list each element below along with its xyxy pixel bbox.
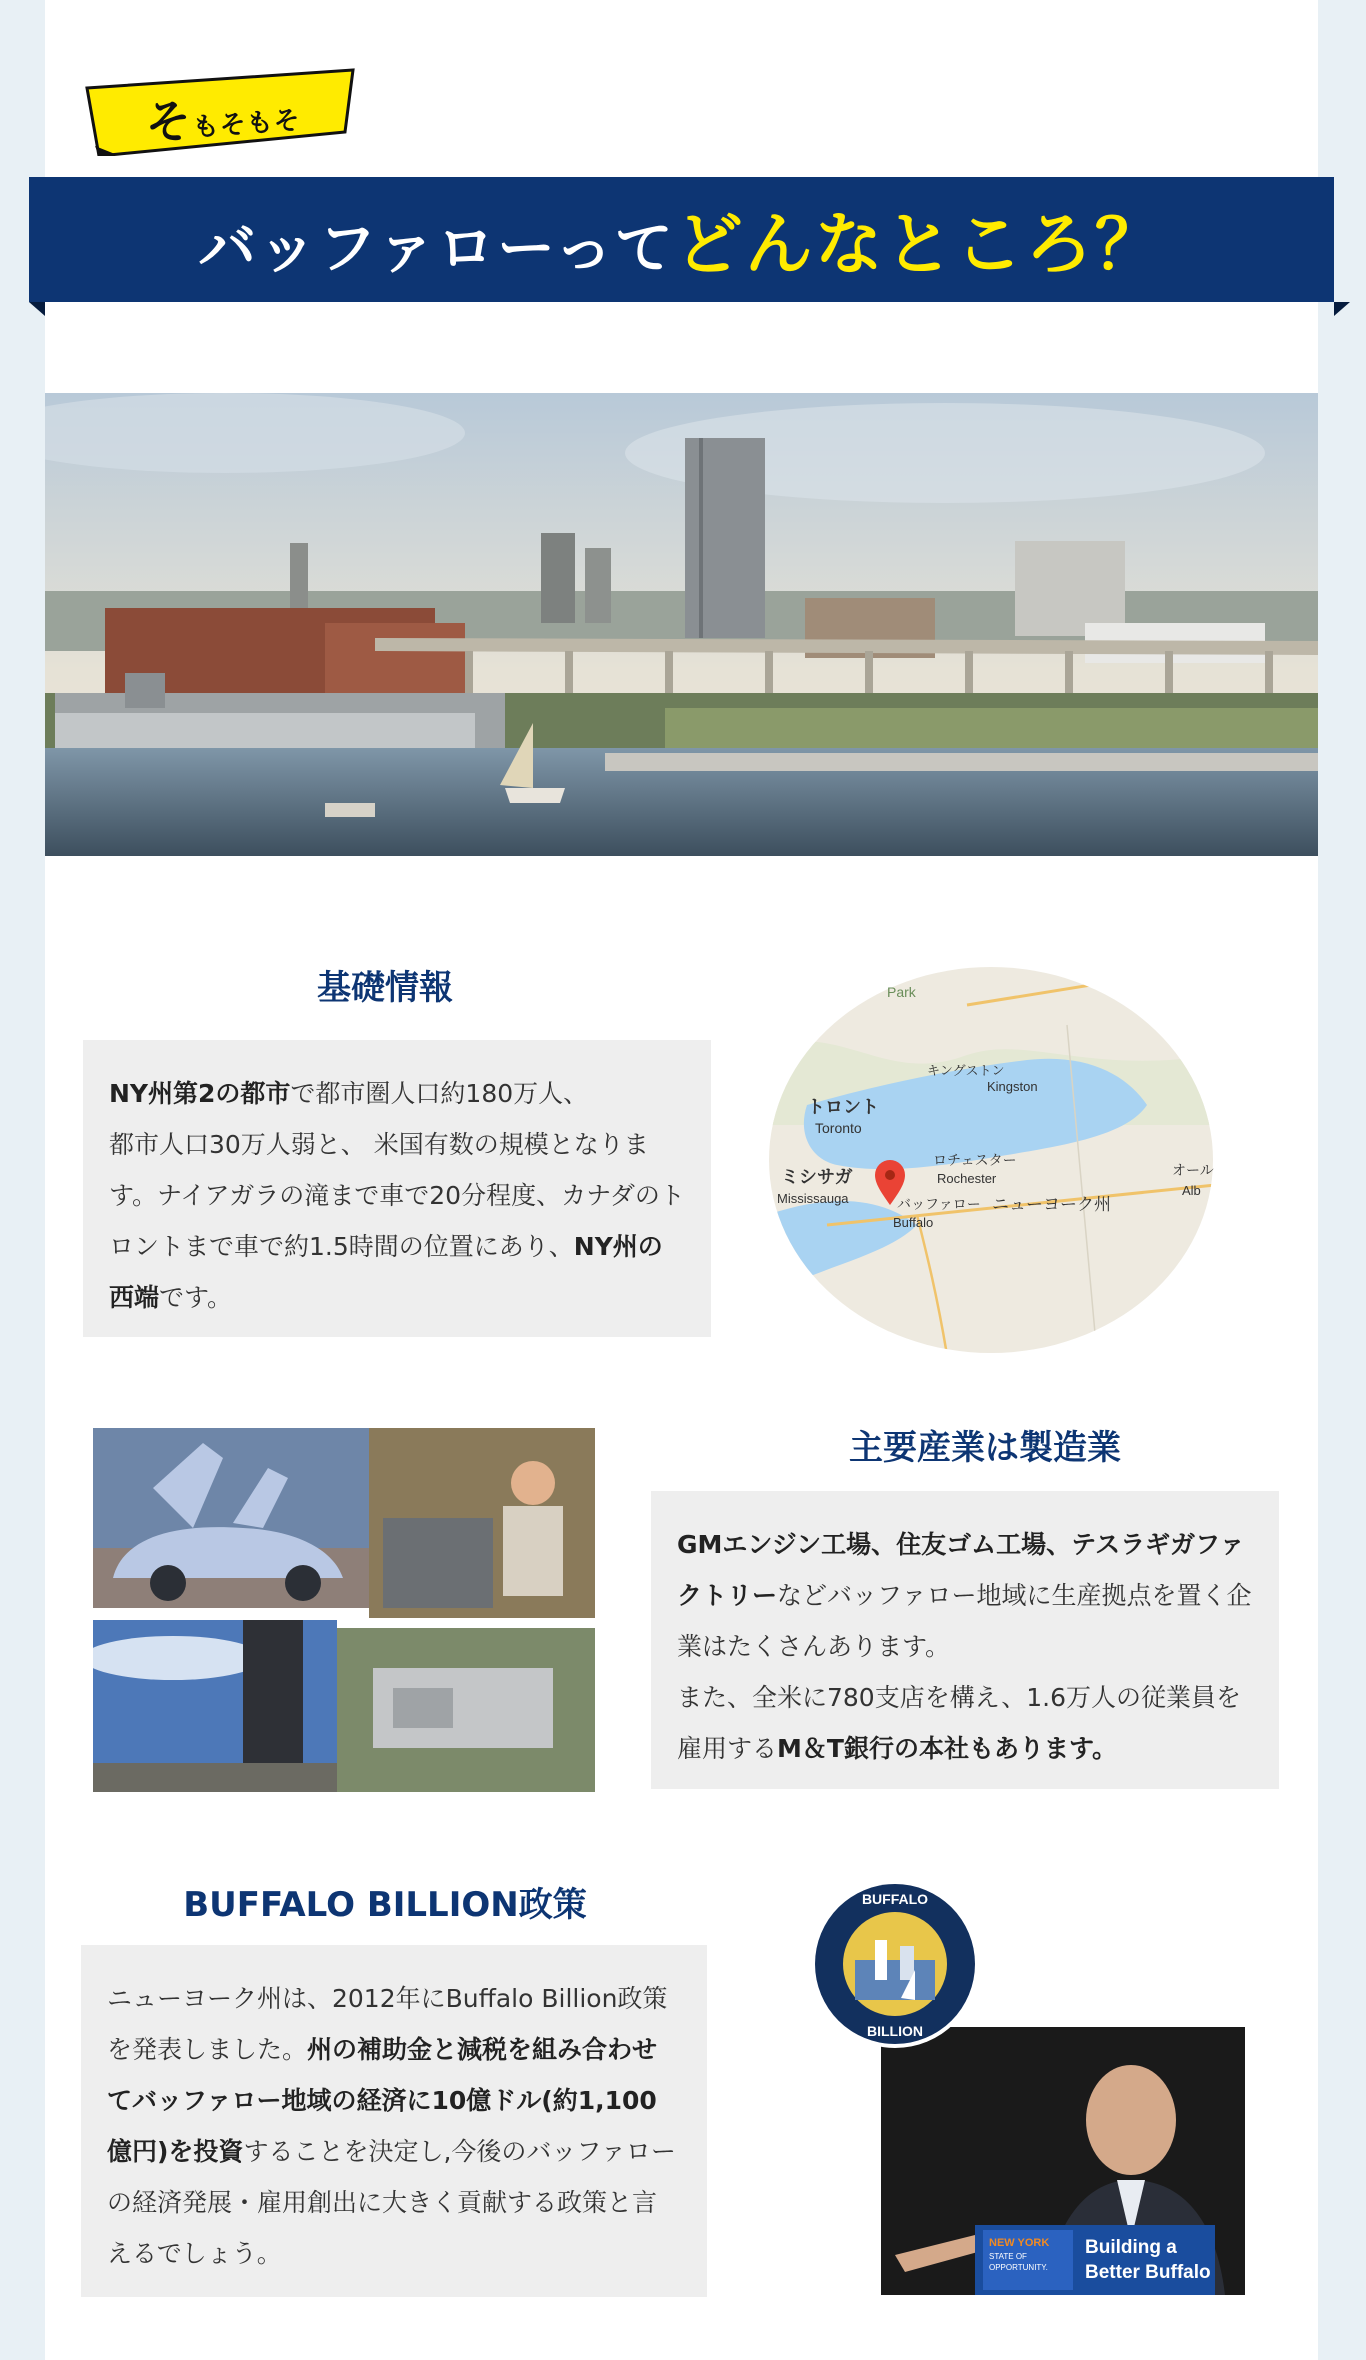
- industry-text-1: などバッファロー地域に生産拠点を置く企業はたくさんあります。: [677, 1581, 1252, 1661]
- industry-collage-icon: [93, 1428, 595, 1792]
- page: [45, 0, 1318, 2360]
- sign-line-2: Better Buffalo: [1085, 2262, 1211, 2283]
- banner-fold-right: [1334, 302, 1350, 316]
- billion-title: BUFFALO BILLION政策: [183, 1885, 587, 1925]
- page-title: バッファローってどんなところ？: [198, 206, 1165, 285]
- basic-info-bold-2: NY州の西端: [109, 1232, 663, 1312]
- industry-title: 主要産業は製造業: [849, 1428, 1121, 1468]
- industry-bold-1: GMエンジン工場、住友ゴム工場、テスラギガファクトリー: [677, 1530, 1245, 1610]
- map-label-kingston-ja: キングストン: [927, 1063, 1005, 1078]
- map-image-icon: [767, 965, 1215, 1355]
- map-label-toronto-ja: トロント: [807, 1097, 879, 1117]
- location-map: [767, 965, 1215, 1355]
- basic-info-text-1: で都市圏人口約180万人、: [290, 1079, 589, 1108]
- map-label-albany: Alb: [1182, 1183, 1201, 1198]
- map-label-ny-state: ニューヨーク州: [992, 1195, 1111, 1214]
- industry-photo-collage: [93, 1428, 595, 1792]
- intro-tag-text: そもそもそ: [143, 93, 302, 151]
- sign-new-york: NEW YORK: [989, 2237, 1050, 2249]
- basic-info-text-3: です。: [159, 1283, 233, 1312]
- map-label-mississauga-ja: ミシサガ: [781, 1167, 853, 1187]
- map-label-albany-ja: オール: [1172, 1162, 1214, 1178]
- basic-info-box: [83, 1040, 711, 1337]
- map-label-mississauga: Mississauga: [777, 1191, 849, 1206]
- basic-info-bold-1: NY州第2の都市: [109, 1079, 291, 1108]
- map-label-rochester: Rochester: [937, 1171, 997, 1186]
- buffalo-waterfront-photo: [45, 393, 1318, 856]
- intro-tag: [85, 66, 355, 156]
- buffalo-billion-photo: [805, 1880, 1245, 2295]
- billion-box: [81, 1945, 707, 2297]
- map-label-buffalo: Buffalo: [893, 1215, 934, 1230]
- buffalo-billion-image-icon: [805, 1880, 1245, 2295]
- billion-text-2: することを決定し,今後のバッファローの経済発展・雇用創出に大きく貢献する政策と言えるでしょう。: [107, 2137, 676, 2268]
- banner-fold-left: [29, 302, 45, 316]
- sign-state-of: STATE OF: [989, 2252, 1027, 2261]
- logo-top-text: BUFFALO: [861, 1891, 929, 1907]
- industry-box: [651, 1491, 1279, 1789]
- title-banner: [29, 177, 1334, 302]
- industry-text-2: また、全米に780支店を構え、1.6万人の従業員を雇用する: [677, 1683, 1241, 1763]
- map-label-park: Park: [887, 984, 916, 1000]
- sign-opportunity: OPPORTUNITY.: [989, 2263, 1048, 2272]
- basic-info-text-2: 都市人口30万人弱と、 米国有数の規模となります。ナイアガラの滝まで車で20分程度、カナダのトロントまで車で約1.5時間の位置にあり、: [109, 1130, 685, 1261]
- city-skyline-photo-icon: [45, 393, 1318, 856]
- map-label-kingston: Kingston: [987, 1079, 1038, 1094]
- map-label-toronto: Toronto: [815, 1120, 862, 1136]
- industry-bold-2: M＆T銀行の本社もあります。: [777, 1734, 1117, 1763]
- map-label-buffalo-ja: バッファロー: [897, 1196, 981, 1212]
- logo-bottom-text: BILLION: [867, 2023, 923, 2039]
- billion-text-1: ニューヨーク州は、2012年にBuffalo Billion政策を発表しました。: [107, 1984, 668, 2064]
- billion-bold: 州の補助金と減税を組み合わせてバッファロー地域の経済に10億ドル(約1,100億円)を投資: [107, 2035, 658, 2166]
- basic-info-title: 基礎情報: [317, 968, 453, 1008]
- buffalo-billion-logo: [811, 1880, 979, 2048]
- map-label-rochester-ja: ロチェスター: [933, 1152, 1017, 1168]
- sign-line-1: Building a: [1085, 2237, 1177, 2258]
